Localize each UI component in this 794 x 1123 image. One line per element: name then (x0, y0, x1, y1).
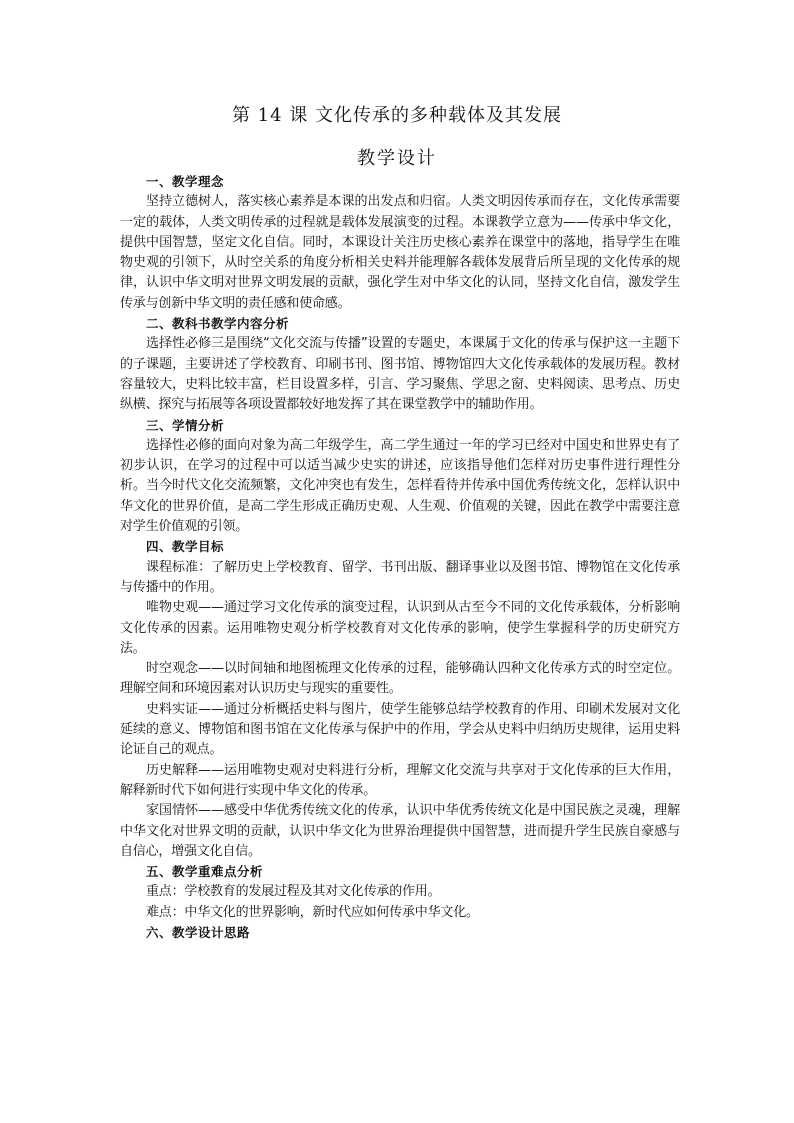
document-subtitle: 教学设计 (357, 148, 437, 169)
section-paragraph: 时空观念——以时间轴和地图梳理文化传承的过程，能够确认四种文化传承方式的时空定位。理解空间和环境因素对认识历史与现实的重要性。 (120, 661, 680, 697)
section-paragraph: 选择性必修三是围绕“文化交流与传播”设置的专题史，本课属于文化的传承与保护这一主题下的子课题，主要讲述了学校教育、印刷书刊、图书馆、博物馆四大文化传承载体的发展历程。教材容量较大，史料比较丰富，栏目设置多样，引言、学习聚焦、学思之窗、史料阅读、思考点、历史纵横、探究与拓展等各项设置都较好地发挥了其在课堂教学中的辅助作用。 (120, 336, 680, 413)
section-paragraph: 唯物史观——通过学习文化传承的演变过程，认识到从古至今不同的文化传承载体，分析影响文化传承的因素。运用唯物史观分析学校教育对文化传承的影响，使学生掌握科学的历史研究方法。 (120, 600, 680, 656)
section-paragraph: 史料实证——通过分析概括史料与图片，使学生能够总结学校教育的作用、印刷术发展对文化延续的意义、博物馆和图书馆在文化传承与保护中的作用，学会从史料中归纳历史规律，运用史料论证自己的观点。 (120, 701, 680, 758)
section-paragraph: 课程标准：了解历史上学校教育、留学、书刊出版、翻译事业以及图书馆、博物馆在文化传承与传播中的作用。 (120, 559, 680, 595)
section-paragraph: 家国情怀——感受中华优秀传统文化的传承，认识中华优秀传统文化是中国民族之灵魂，理解中华文化对世界文明的贡献，认识中华文化为世界治理提供中国智慧，进而提升学生民族自豪感与自信心，增强文化自信。 (120, 803, 680, 859)
section-paragraph: 重点：学校教育的发展过程及其对文化传承的作用。 (146, 884, 441, 900)
document-title: 第 14 课 文化传承的多种载体及其发展 (231, 105, 563, 126)
document-body (120, 172, 680, 943)
section-heading: 一、教学理念 (146, 174, 225, 189)
section-heading: 六、教学设计思路 (146, 924, 251, 940)
section-paragraph: 难点：中华文化的世界影响，新时代应如何传承中华文化。 (146, 904, 479, 920)
section-paragraph: 坚持立德树人，落实核心素养是本课的出发点和归宿。人类文明因传承而存在，文化传承需要一定的载体，人类文明传承的过程就是载体发展演变的过程。本课教学立意为——传承中华文化，提供中国智慧，坚定文化自信。同时，本课设计关注历史核心素养在课堂中的落地，指导学生在唯物史观的引领下，从时空关系的角度分析相关史料并能理解各载体发展背后所呈现的文化传承的规律，认识中华文明对世界文明发展的贡献，强化学生对中华文化的认同，坚持文化自信，激发学生传承与创新中华文明的责任感和使命感。 (120, 194, 680, 311)
section-paragraph: 选择性必修的面向对象为高二年级学生，高二学生通过一年的学习已经对中国史和世界史有了初步认识，在学习的过程中可以适当减少史实的讲述，应该指导他们怎样对历史事件进行理性分析。当今时代文化交流频繁，文化冲突也有发生，怎样看待并传承中国优秀传统文化，怎样认识中华文化的世界价值，是高二学生形成正确历史观、人生观、价值观的关键，因此在教学中需要注意对学生价值观的引领。 (120, 437, 680, 535)
section-paragraph: 历史解释——运用唯物史观对史料进行分析，理解文化交流与共享对于文化传承的巨大作用，解释新时代下如何进行实现中华文化的传承。 (120, 762, 680, 798)
section-heading: 二、教科书教学内容分析 (146, 316, 290, 332)
section-heading: 三、学情分析 (146, 417, 225, 433)
section-heading: 五、教学重难点分析 (146, 864, 264, 880)
section-heading: 四、教学目标 (146, 539, 225, 555)
